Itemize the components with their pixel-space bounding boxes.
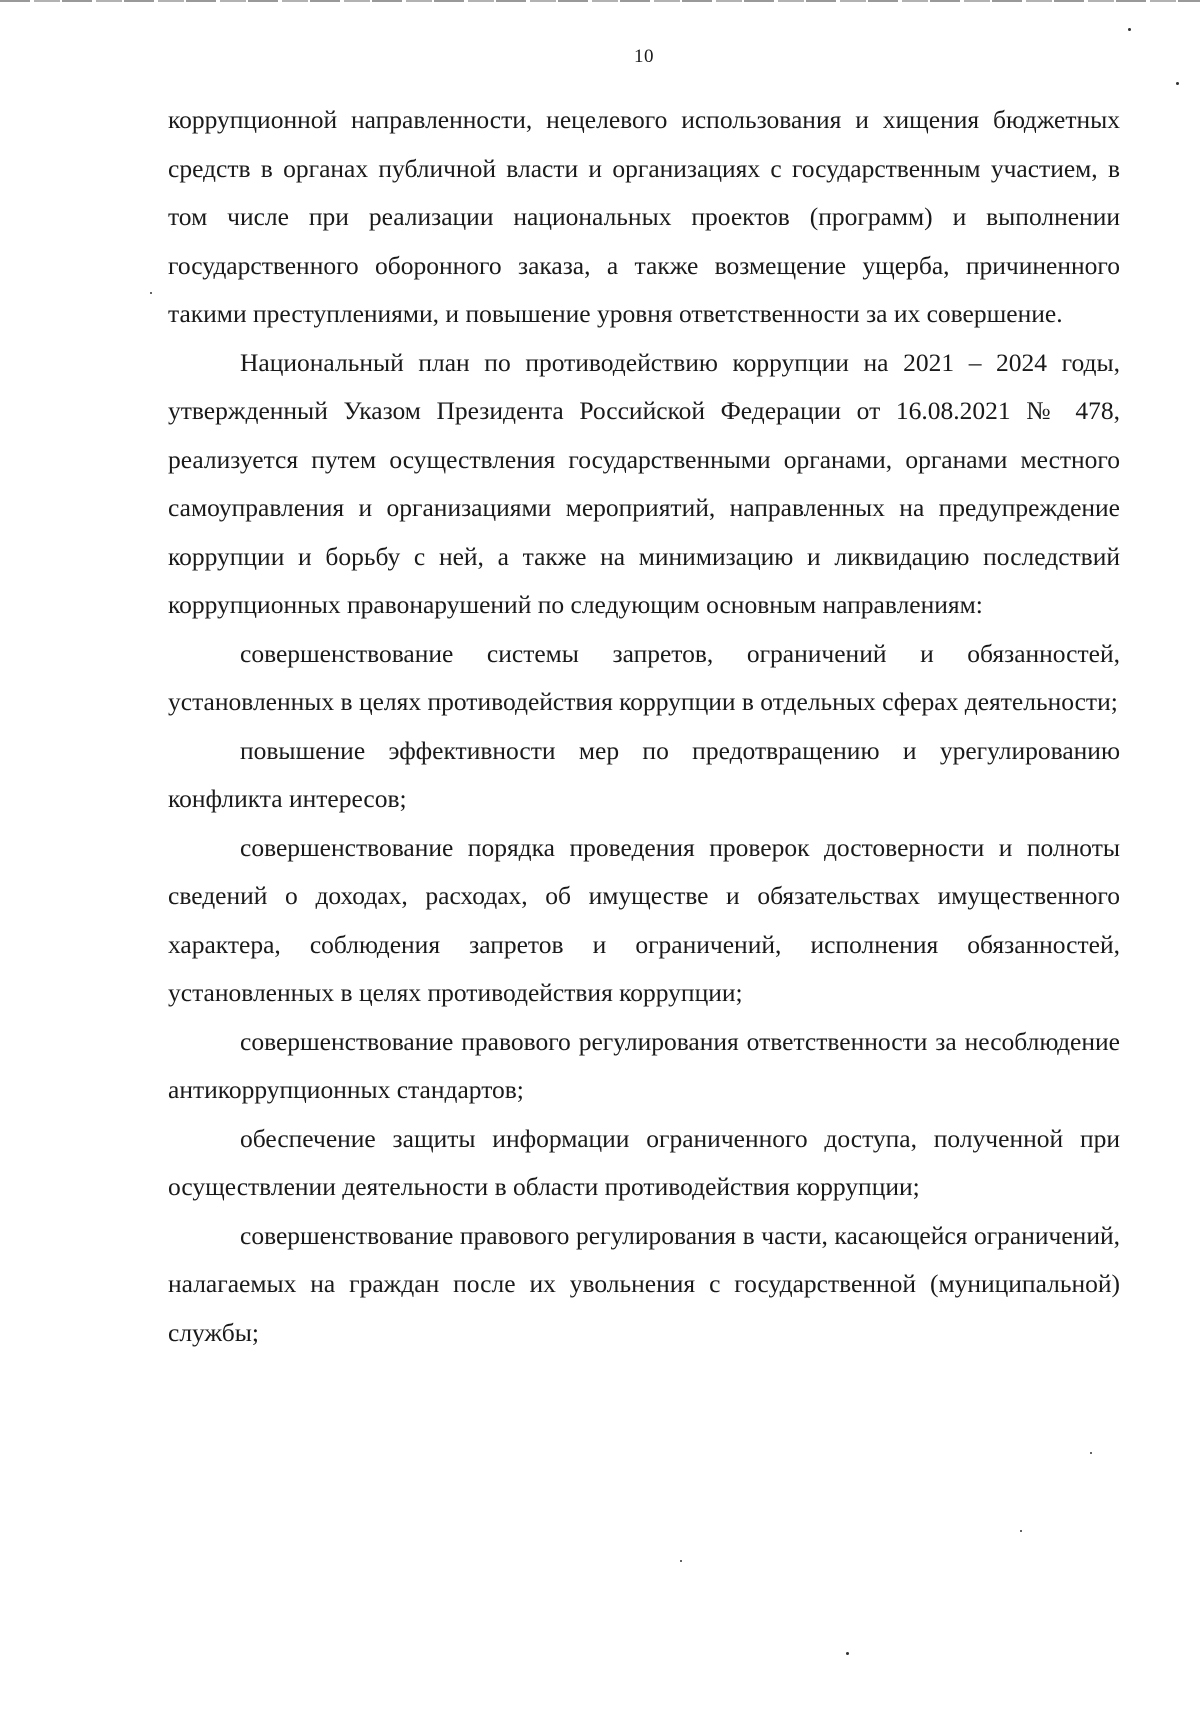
body-text — [168, 96, 1120, 1357]
list-item-information-protection: обеспечение защиты информации ограниченного доступа, полученной при осуществлении деятельности в области противодействия коррупции; — [168, 1123, 1120, 1201]
scan-top-edge — [0, 0, 1200, 2]
list-item-prohibitions: совершенствование системы запретов, ограничений и обязанностей, установленных в целях противодействия коррупции в отдельных сферах деятельности; — [168, 638, 1120, 716]
scan-speck — [680, 1560, 682, 1562]
scan-speck — [1020, 1530, 1022, 1532]
scan-speck — [1176, 82, 1179, 85]
scan-speck — [150, 292, 152, 294]
paragraph-national-plan: Национальный план по противодействию коррупции на 2021 – 2024 годы, утвержденный Указом Президента Российской Федерации от 16.08.2021 № 478, реализуется путем осуществления государственными органами, органами местного самоуправления и организациями мероприятий, направленных на предупреждение коррупции и борьбу с ней, а также на минимизацию и ликвидацию последствий коррупционных правонарушений по следующим основным направлениям: — [168, 347, 1120, 619]
page-number: 10 — [634, 46, 654, 67]
list-item-conflict-of-interest: повышение эффективности мер по предотвращению и урегулированию конфликта интересов; — [168, 735, 1120, 813]
scan-speck — [1090, 1452, 1092, 1454]
paragraph-continuation: коррупционной направленности, нецелевого использования и хищения бюджетных средств в органах публичной власти и организациях с государственным участием, в том числе при реализации национальных проектов (программ) и выполнении государственного оборонного заказа, а также возмещение ущерба, причиненного такими преступлениями, и повышение уровня ответственности за их совершение. — [168, 105, 1120, 328]
scan-speck — [846, 1652, 849, 1655]
list-item-income-checks: совершенствование порядка проведения проверок достоверности и полноты сведений о доходах, расходах, об имуществе и обязательствах имущественного характера, соблюдения запретов и ограничений, исполнения обязанностей, установленных в целях противодействия коррупции; — [168, 832, 1120, 1007]
list-item-liability-regulation: совершенствование правового регулирования ответственности за несоблюдение антикоррупционных стандартов; — [168, 1026, 1120, 1104]
list-item-post-service-restrictions: совершенствование правового регулирования в части, касающейся ограничений, налагаемых на граждан после их увольнения с государственной (муниципальной) службы; — [168, 1220, 1120, 1347]
scan-speck — [1128, 28, 1131, 31]
